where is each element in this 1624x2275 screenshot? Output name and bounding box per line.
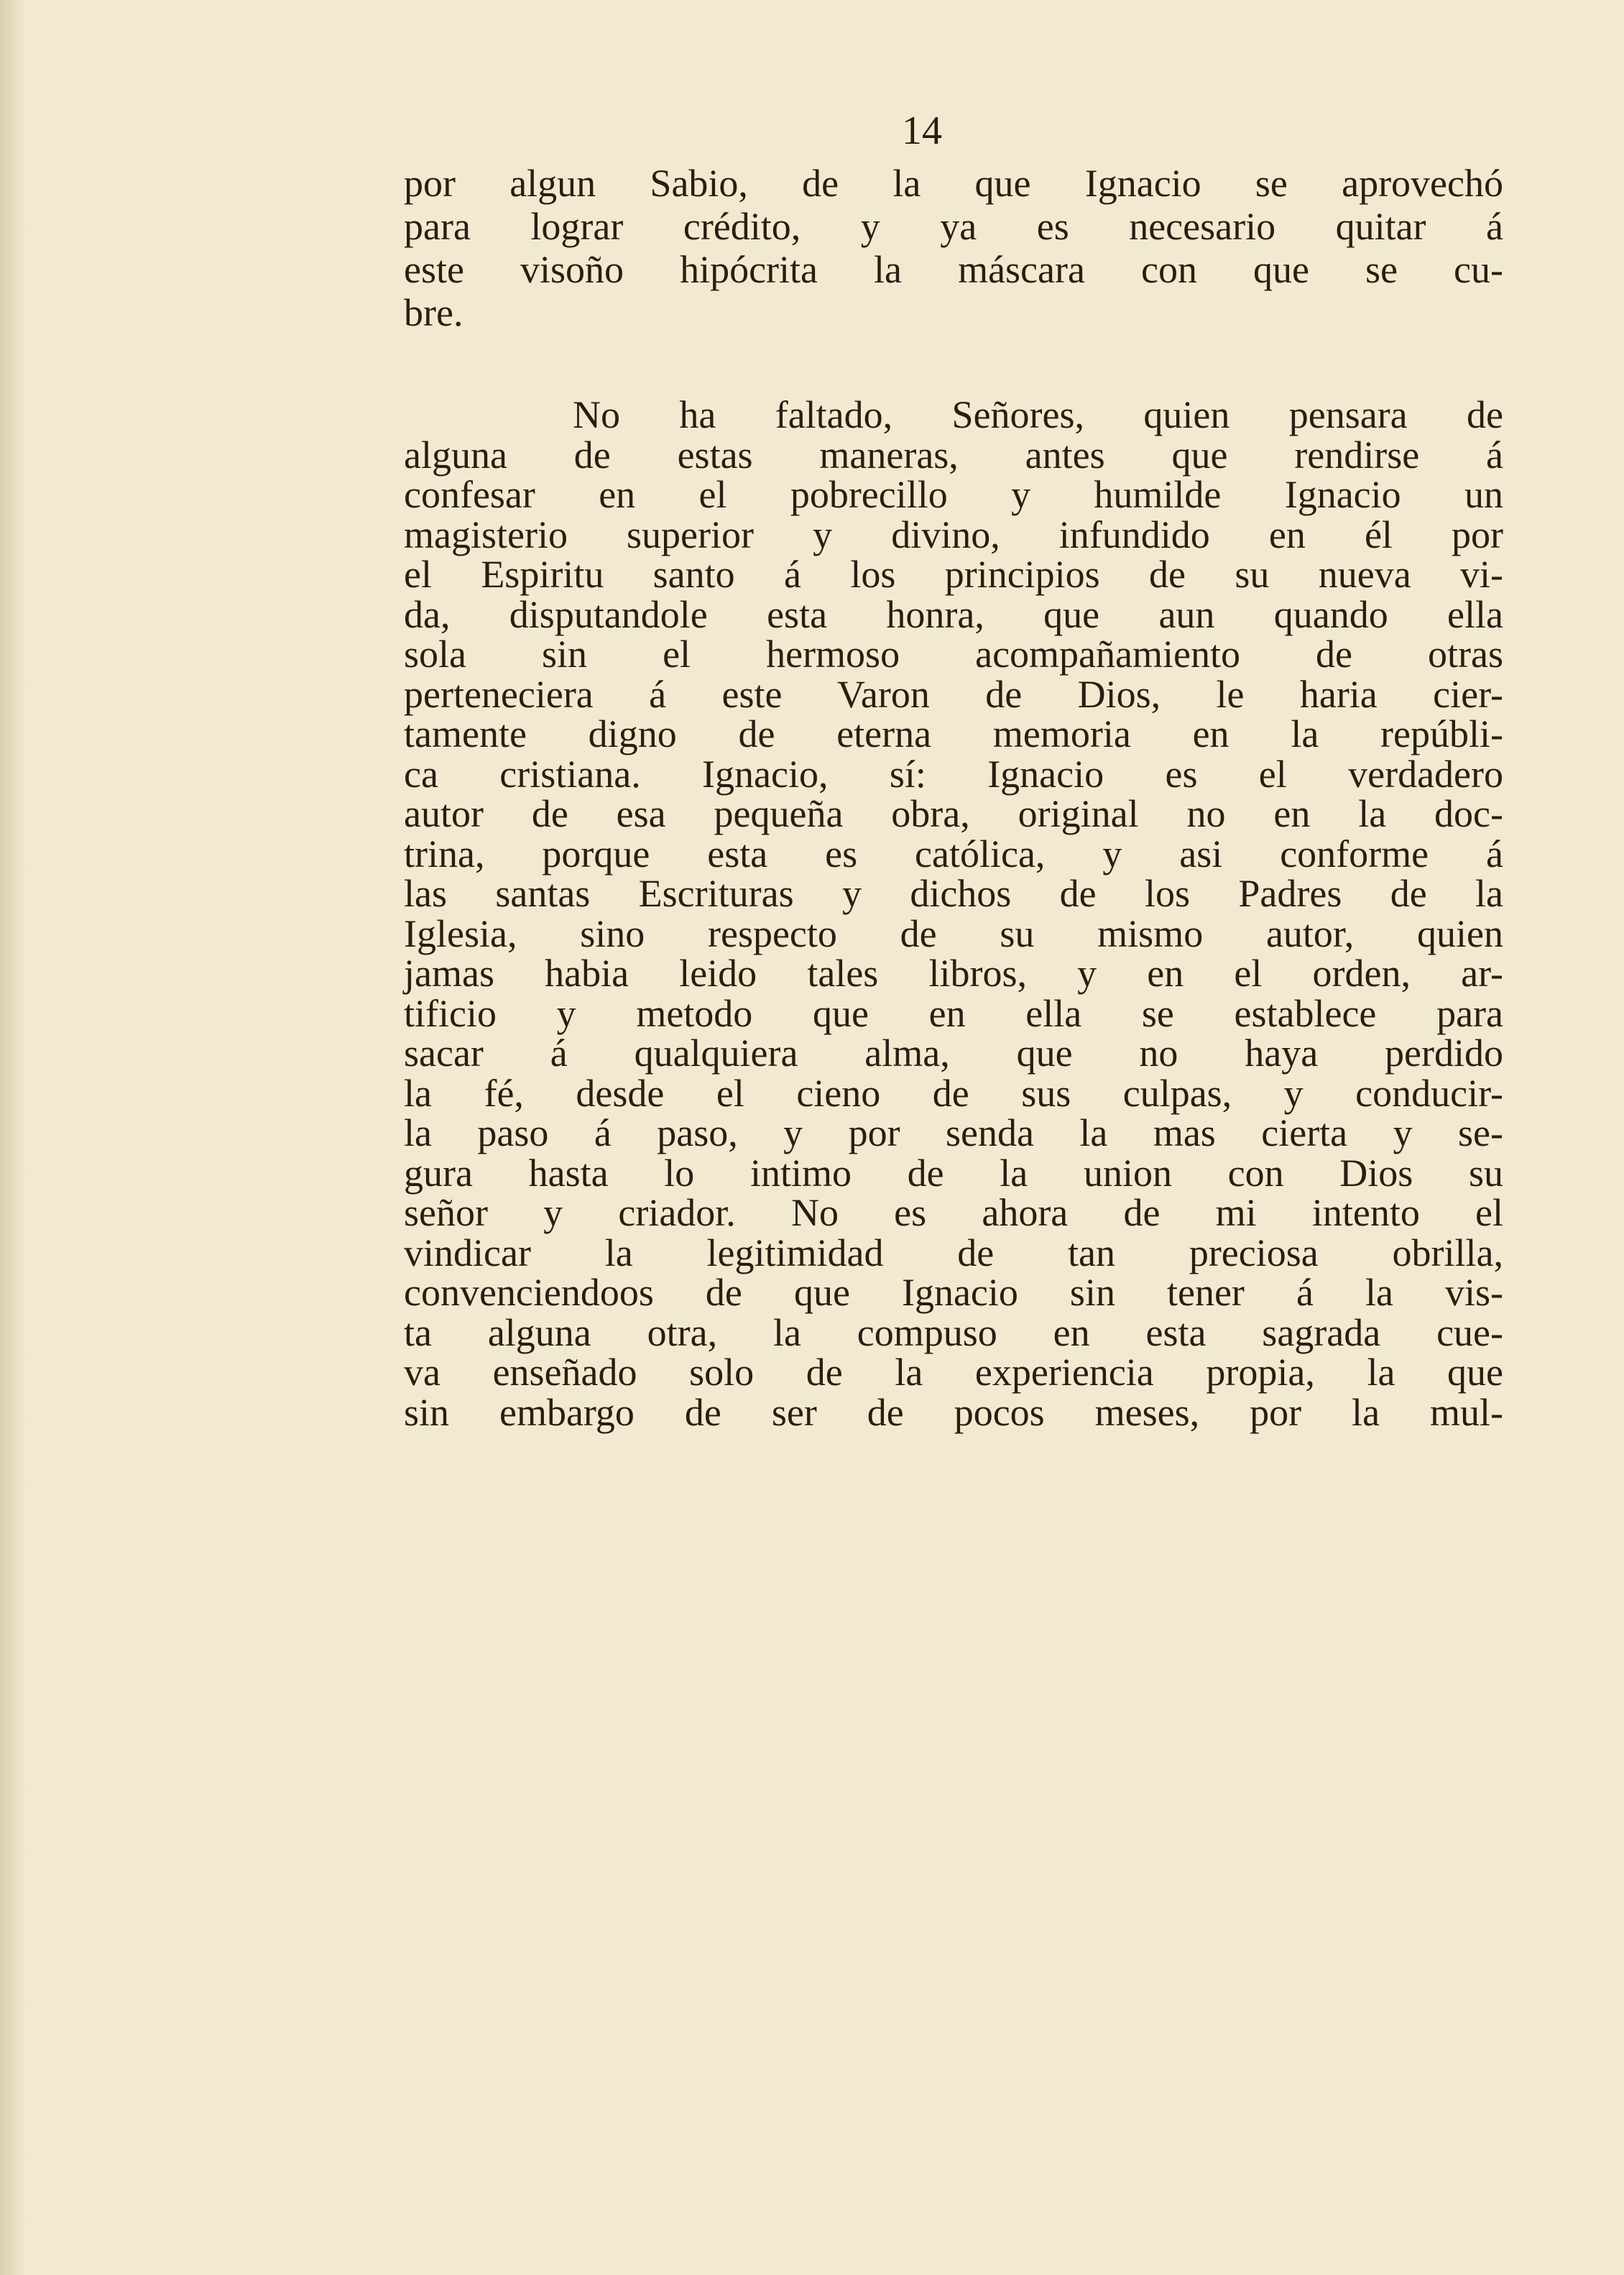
- text-line: para lograr crédito, y ya es necesario quitar á: [404, 205, 1503, 248]
- paragraph-2: [404, 395, 1503, 1433]
- text-line: por algun Sabio, de la que Ignacio se aprovechó: [404, 162, 1503, 205]
- text-line: este visoño hipócrita la máscara con que se cu-: [404, 248, 1503, 291]
- text-line: ta alguna otra, la compuso en esta sagrada cue-: [404, 1310, 1503, 1354]
- text-line: ca cristiana. Ignacio, sí: Ignacio es el verdadero: [404, 752, 1503, 796]
- page-number: 14: [902, 109, 942, 153]
- text-line: sacar á qualquiera alma, que no haya perdido: [404, 1031, 1503, 1075]
- text-line: la paso á paso, y por senda la mas cierta y se-: [404, 1111, 1503, 1154]
- text-line: la fé, desde el cieno de sus culpas, y conducir-: [404, 1071, 1503, 1115]
- text-line: alguna de estas maneras, antes que rendirse á: [404, 433, 1503, 477]
- paragraph-1: [404, 162, 1503, 334]
- text-line: da, disputandole esta honra, que aun quando ella: [404, 592, 1503, 636]
- text-line: magisterio superior y divino, infundido en él por: [404, 513, 1503, 556]
- text-line: perteneciera á este Varon de Dios, le haria cier-: [404, 672, 1503, 716]
- text-line: No ha faltado, Señores, quien pensara de: [573, 393, 1503, 436]
- text-line: sola sin el hermoso acompañamiento de otras: [404, 633, 1503, 676]
- text-line: el Espiritu santo á los principios de su nueva vi-: [404, 553, 1503, 596]
- text-line: las santas Escrituras y dichos de los Padres de la: [404, 872, 1503, 915]
- text-line: gura hasta lo intimo de la union con Dios su: [404, 1151, 1503, 1195]
- text-line: va enseñado solo de la experiencia propia, la que: [404, 1351, 1503, 1394]
- text-line: vindicar la legitimidad de tan preciosa obrilla,: [404, 1231, 1503, 1274]
- text-line: autor de esa pequeña obra, original no en la doc-: [404, 792, 1503, 835]
- text-line: tamente digno de eterna memoria en la repúbli-: [404, 712, 1503, 755]
- text-line: bre.: [404, 291, 463, 334]
- text-line: tificio y metodo que en ella se establece para: [404, 991, 1503, 1035]
- text-line: jamas habia leido tales libros, y en el orden, ar-: [404, 952, 1503, 995]
- text-line: señor y criador. No es ahora de mi intento el: [404, 1191, 1503, 1234]
- text-line: Iglesia, sino respecto de su mismo autor, quien: [404, 911, 1503, 955]
- text-line: confesar en el pobrecillo y humilde Ignacio un: [404, 473, 1503, 516]
- text-line: trina, porque esta es católica, y asi conforme á: [404, 832, 1503, 875]
- text-line: convenciendoos de que Ignacio sin tener á la vis-: [404, 1271, 1503, 1314]
- page-binding-edge: [0, 0, 27, 2275]
- text-line: sin embargo de ser de pocos meses, por la mul-: [404, 1390, 1503, 1434]
